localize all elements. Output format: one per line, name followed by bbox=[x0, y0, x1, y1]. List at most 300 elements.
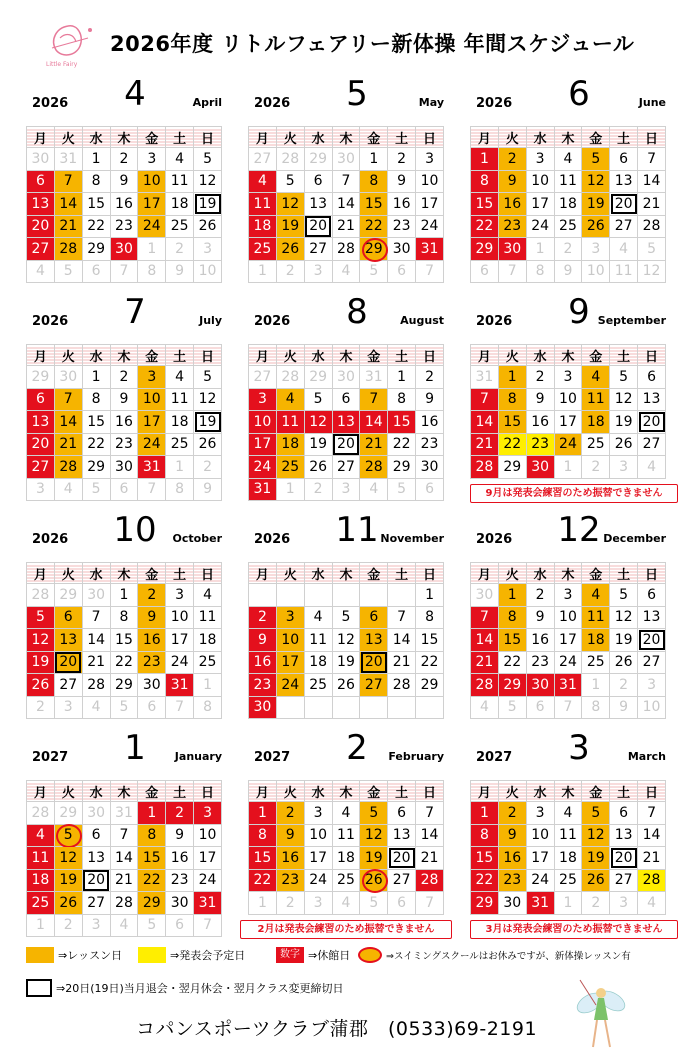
day-number: 30 bbox=[503, 894, 522, 911]
day-number: 28 bbox=[337, 240, 355, 257]
day-cell bbox=[166, 584, 194, 607]
week-row bbox=[249, 847, 444, 870]
day-cell bbox=[27, 433, 55, 456]
day-number: 9 bbox=[425, 391, 434, 408]
day-cell bbox=[360, 433, 388, 456]
day-cell bbox=[304, 366, 332, 389]
day-cell bbox=[416, 869, 444, 892]
weekday-header: 木 bbox=[110, 781, 138, 802]
recital-swatch bbox=[138, 947, 166, 963]
day-number: 7 bbox=[341, 173, 351, 190]
day-cell bbox=[249, 674, 277, 697]
weekday-header: 金 bbox=[582, 345, 610, 366]
day-cell bbox=[498, 892, 526, 915]
week-row bbox=[249, 674, 444, 697]
day-cell bbox=[82, 411, 110, 434]
day-number: 11 bbox=[559, 173, 577, 190]
day-number: 7 bbox=[147, 481, 157, 498]
week-row bbox=[471, 651, 666, 674]
day-number: 4 bbox=[203, 586, 212, 603]
day-number: 28 bbox=[420, 872, 439, 889]
week-row bbox=[249, 478, 444, 501]
day-number: 28 bbox=[59, 240, 78, 257]
day-number: 3 bbox=[257, 391, 267, 408]
week-row bbox=[27, 629, 222, 652]
week-row bbox=[471, 674, 666, 697]
day-number: 2 bbox=[119, 150, 129, 167]
day-number: 5 bbox=[397, 481, 407, 498]
day-number: 19 bbox=[614, 413, 633, 430]
day-cell bbox=[526, 802, 554, 825]
day-number: 19 bbox=[31, 654, 50, 671]
day-cell bbox=[554, 696, 582, 719]
day-cell bbox=[360, 238, 388, 261]
week-row bbox=[249, 629, 444, 652]
day-number: 5 bbox=[591, 804, 601, 821]
week-row bbox=[249, 696, 444, 719]
day-cell bbox=[54, 170, 82, 193]
day-cell bbox=[498, 869, 526, 892]
month-header bbox=[248, 728, 444, 780]
day-cell bbox=[388, 193, 416, 216]
day-cell bbox=[166, 696, 194, 719]
day-number: 8 bbox=[147, 827, 157, 844]
weekday-header: 木 bbox=[554, 127, 582, 148]
day-number: 29 bbox=[364, 240, 383, 257]
day-number: 30 bbox=[59, 368, 78, 385]
day-number: 3 bbox=[563, 586, 573, 603]
day-number: 28 bbox=[281, 150, 300, 167]
month-number: 7 bbox=[124, 292, 146, 332]
day-cell bbox=[582, 629, 610, 652]
weekday-header: 水 bbox=[82, 127, 110, 148]
month-header bbox=[470, 74, 666, 126]
day-cell bbox=[110, 606, 138, 629]
day-number: 13 bbox=[392, 827, 411, 844]
weekday-header: 火 bbox=[54, 127, 82, 148]
day-number: 30 bbox=[115, 240, 133, 257]
day-number: 24 bbox=[531, 872, 550, 889]
day-number: 17 bbox=[531, 195, 550, 212]
day-number: 18 bbox=[309, 654, 328, 671]
weekday-header: 月 bbox=[471, 563, 499, 584]
page-title: 2026年度 リトルフェアリー新体操 年間スケジュール bbox=[110, 32, 635, 56]
day-cell bbox=[82, 892, 110, 915]
month-7-calendar bbox=[26, 292, 222, 501]
day-cell bbox=[110, 892, 138, 915]
day-cell bbox=[416, 193, 444, 216]
svg-text:Little Fairy: Little Fairy bbox=[46, 61, 78, 68]
month-number: 4 bbox=[124, 74, 146, 114]
day-cell bbox=[138, 388, 166, 411]
day-cell bbox=[276, 696, 304, 719]
day-cell bbox=[82, 366, 110, 389]
day-number: 10 bbox=[198, 263, 217, 280]
day-number: 23 bbox=[115, 218, 133, 235]
day-number: 5 bbox=[203, 368, 212, 385]
day-cell bbox=[332, 388, 360, 411]
day-cell bbox=[249, 847, 277, 870]
day-cell bbox=[554, 824, 582, 847]
day-cell bbox=[388, 170, 416, 193]
day-cell bbox=[110, 260, 138, 283]
day-number: 2 bbox=[563, 240, 573, 257]
day-cell bbox=[304, 260, 332, 283]
legend-deadline bbox=[26, 979, 343, 997]
day-cell bbox=[82, 847, 110, 870]
month-year: 2026 bbox=[32, 314, 69, 329]
day-number: 19 bbox=[337, 654, 355, 671]
day-number: 8 bbox=[507, 391, 517, 408]
day-cell bbox=[388, 584, 416, 607]
day-cell bbox=[471, 869, 499, 892]
day-number: 1 bbox=[507, 586, 517, 603]
day-cell bbox=[388, 606, 416, 629]
day-number: 13 bbox=[614, 173, 633, 190]
day-cell bbox=[276, 170, 304, 193]
day-number: 10 bbox=[309, 827, 328, 844]
day-cell bbox=[638, 696, 666, 719]
day-number: 9 bbox=[257, 631, 267, 648]
day-number: 26 bbox=[586, 218, 605, 235]
day-cell bbox=[332, 869, 360, 892]
day-cell bbox=[110, 584, 138, 607]
day-number: 4 bbox=[285, 391, 295, 408]
week-row bbox=[471, 193, 666, 216]
calendar-grid bbox=[248, 562, 444, 719]
day-number: 12 bbox=[337, 631, 355, 648]
day-number: 25 bbox=[253, 240, 272, 257]
week-row bbox=[27, 824, 222, 847]
week-row bbox=[471, 847, 666, 870]
day-cell bbox=[304, 824, 332, 847]
day-cell bbox=[194, 914, 222, 937]
month-header bbox=[248, 74, 444, 126]
day-cell bbox=[582, 366, 610, 389]
month-4-calendar bbox=[26, 74, 222, 283]
day-cell bbox=[388, 388, 416, 411]
weekday-header: 火 bbox=[54, 781, 82, 802]
weekday-header: 土 bbox=[610, 127, 638, 148]
day-cell bbox=[194, 193, 222, 216]
day-cell bbox=[638, 148, 666, 171]
day-number: 1 bbox=[257, 894, 267, 911]
day-number: 23 bbox=[115, 436, 133, 453]
day-number: 30 bbox=[170, 894, 189, 911]
day-cell bbox=[638, 869, 666, 892]
day-number: 11 bbox=[559, 827, 577, 844]
month-number: 10 bbox=[113, 510, 157, 550]
day-cell bbox=[166, 215, 194, 238]
day-number: 19 bbox=[198, 413, 217, 430]
day-cell bbox=[360, 478, 388, 501]
day-cell bbox=[194, 170, 222, 193]
day-cell bbox=[471, 802, 499, 825]
day-cell bbox=[276, 651, 304, 674]
month-number: 9 bbox=[568, 292, 590, 332]
day-cell bbox=[304, 238, 332, 261]
day-number: 27 bbox=[614, 218, 633, 235]
day-cell bbox=[554, 892, 582, 915]
week-row bbox=[249, 170, 444, 193]
day-number: 20 bbox=[642, 413, 661, 430]
day-number: 6 bbox=[397, 263, 407, 280]
day-number: 29 bbox=[309, 368, 328, 385]
day-cell bbox=[416, 674, 444, 697]
day-number: 24 bbox=[253, 458, 272, 475]
weekday-header: 月 bbox=[249, 781, 277, 802]
day-number: 1 bbox=[479, 804, 489, 821]
day-number: 26 bbox=[364, 872, 383, 889]
day-cell bbox=[249, 869, 277, 892]
week-row bbox=[27, 802, 222, 825]
day-number: 6 bbox=[341, 391, 351, 408]
day-number: 29 bbox=[31, 368, 50, 385]
day-cell bbox=[166, 433, 194, 456]
day-cell bbox=[416, 584, 444, 607]
day-number: 15 bbox=[475, 195, 494, 212]
day-cell bbox=[166, 674, 194, 697]
day-cell bbox=[27, 847, 55, 870]
day-cell bbox=[194, 847, 222, 870]
day-cell bbox=[388, 674, 416, 697]
day-cell bbox=[27, 388, 55, 411]
day-number: 25 bbox=[337, 872, 355, 889]
day-cell bbox=[276, 366, 304, 389]
day-number: 2 bbox=[313, 481, 323, 498]
day-number: 25 bbox=[586, 654, 605, 671]
calendar-grid bbox=[248, 780, 444, 915]
day-cell bbox=[360, 215, 388, 238]
day-number: 26 bbox=[337, 676, 355, 693]
day-number: 27 bbox=[87, 894, 106, 911]
month-10-calendar bbox=[26, 510, 222, 719]
day-cell bbox=[388, 824, 416, 847]
day-cell bbox=[360, 584, 388, 607]
day-number: 23 bbox=[531, 436, 550, 453]
day-cell bbox=[110, 802, 138, 825]
day-cell bbox=[249, 260, 277, 283]
weekday-header: 日 bbox=[194, 345, 222, 366]
calendar-grid bbox=[26, 344, 222, 501]
day-number: 16 bbox=[115, 413, 133, 430]
day-number: 24 bbox=[198, 872, 217, 889]
day-number: 31 bbox=[531, 894, 550, 911]
weekday-header: 火 bbox=[498, 127, 526, 148]
day-number: 4 bbox=[175, 368, 185, 385]
swimming-ring-icon bbox=[362, 869, 388, 893]
month-year: 2027 bbox=[254, 750, 291, 765]
day-number: 6 bbox=[619, 150, 629, 167]
day-cell bbox=[416, 433, 444, 456]
day-number: 31 bbox=[142, 458, 161, 475]
day-number: 7 bbox=[563, 699, 573, 716]
day-number: 2 bbox=[535, 586, 545, 603]
day-cell bbox=[249, 388, 277, 411]
day-cell bbox=[166, 869, 194, 892]
day-number: 14 bbox=[642, 827, 661, 844]
day-number: 1 bbox=[175, 458, 185, 475]
day-cell bbox=[276, 478, 304, 501]
day-number: 28 bbox=[475, 676, 494, 693]
day-cell bbox=[138, 238, 166, 261]
day-cell bbox=[110, 696, 138, 719]
month-5-calendar bbox=[248, 74, 444, 283]
day-number: 1 bbox=[119, 586, 129, 603]
day-number: 4 bbox=[591, 368, 601, 385]
day-cell bbox=[638, 411, 666, 434]
day-number: 16 bbox=[420, 413, 439, 430]
day-number: 15 bbox=[142, 849, 161, 866]
day-number: 4 bbox=[563, 804, 573, 821]
weekday-header: 金 bbox=[360, 563, 388, 584]
day-cell bbox=[166, 478, 194, 501]
day-number: 20 bbox=[31, 436, 50, 453]
weekday-header: 金 bbox=[582, 781, 610, 802]
day-number: 11 bbox=[586, 391, 605, 408]
weekday-header: 月 bbox=[27, 345, 55, 366]
day-cell bbox=[194, 802, 222, 825]
weekday-header: 月 bbox=[249, 563, 277, 584]
day-number: 14 bbox=[420, 827, 439, 844]
day-cell bbox=[332, 674, 360, 697]
day-number: 6 bbox=[369, 609, 379, 626]
day-cell bbox=[249, 824, 277, 847]
day-cell bbox=[166, 411, 194, 434]
day-cell bbox=[54, 892, 82, 915]
day-cell bbox=[554, 411, 582, 434]
day-cell bbox=[471, 696, 499, 719]
day-number: 17 bbox=[142, 195, 161, 212]
day-cell bbox=[498, 629, 526, 652]
week-row bbox=[27, 215, 222, 238]
day-number: 5 bbox=[285, 173, 295, 190]
day-cell bbox=[82, 260, 110, 283]
week-row bbox=[249, 260, 444, 283]
day-number: 8 bbox=[91, 391, 101, 408]
day-cell bbox=[304, 847, 332, 870]
day-number: 10 bbox=[253, 413, 272, 430]
day-cell bbox=[388, 869, 416, 892]
day-cell bbox=[27, 606, 55, 629]
day-number: 18 bbox=[31, 872, 50, 889]
month-year: 2026 bbox=[254, 96, 291, 111]
day-cell bbox=[360, 629, 388, 652]
weekday-header: 土 bbox=[388, 563, 416, 584]
day-number: 12 bbox=[281, 195, 300, 212]
day-cell bbox=[82, 914, 110, 937]
day-number: 18 bbox=[170, 413, 189, 430]
day-number: 18 bbox=[198, 631, 217, 648]
day-number: 13 bbox=[87, 849, 106, 866]
day-cell bbox=[304, 651, 332, 674]
day-number: 9 bbox=[507, 173, 517, 190]
day-cell bbox=[54, 584, 82, 607]
day-number: 12 bbox=[198, 391, 217, 408]
day-number: 15 bbox=[420, 631, 439, 648]
weekday-header: 日 bbox=[638, 781, 666, 802]
day-number: 18 bbox=[337, 849, 355, 866]
day-cell bbox=[332, 170, 360, 193]
week-row bbox=[27, 869, 222, 892]
day-cell bbox=[304, 170, 332, 193]
day-number: 5 bbox=[63, 827, 73, 844]
week-row bbox=[471, 238, 666, 261]
day-cell bbox=[360, 456, 388, 479]
month-year: 2026 bbox=[254, 532, 291, 547]
day-cell bbox=[249, 629, 277, 652]
day-number: 30 bbox=[503, 240, 522, 257]
day-number: 13 bbox=[642, 609, 661, 626]
week-row bbox=[27, 193, 222, 216]
day-cell bbox=[82, 629, 110, 652]
day-cell bbox=[276, 584, 304, 607]
month-header bbox=[26, 74, 222, 126]
day-number: 31 bbox=[253, 481, 272, 498]
day-number: 1 bbox=[257, 804, 267, 821]
day-cell bbox=[554, 651, 582, 674]
day-number: 18 bbox=[170, 195, 189, 212]
day-cell bbox=[388, 215, 416, 238]
day-cell bbox=[360, 802, 388, 825]
day-number: 13 bbox=[642, 391, 661, 408]
day-number: 12 bbox=[614, 609, 633, 626]
day-cell bbox=[276, 824, 304, 847]
day-cell bbox=[276, 215, 304, 238]
day-number: 13 bbox=[31, 195, 50, 212]
month-name: March bbox=[627, 750, 666, 763]
day-cell bbox=[610, 802, 638, 825]
day-cell bbox=[638, 847, 666, 870]
day-cell bbox=[304, 802, 332, 825]
day-number: 1 bbox=[507, 368, 517, 385]
month-2-calendar bbox=[248, 728, 444, 915]
day-number: 7 bbox=[647, 804, 656, 821]
day-number: 10 bbox=[586, 263, 605, 280]
day-number: 2 bbox=[175, 240, 185, 257]
day-cell bbox=[138, 170, 166, 193]
day-number: 13 bbox=[614, 827, 633, 844]
day-cell bbox=[304, 892, 332, 915]
weekday-header: 月 bbox=[471, 345, 499, 366]
day-cell bbox=[110, 238, 138, 261]
calendar-grid bbox=[470, 344, 666, 479]
legend-recital bbox=[138, 947, 245, 963]
day-cell bbox=[27, 802, 55, 825]
day-number: 9 bbox=[175, 827, 185, 844]
day-cell bbox=[194, 869, 222, 892]
day-cell bbox=[554, 629, 582, 652]
day-cell bbox=[249, 411, 277, 434]
legend-closed bbox=[276, 947, 350, 963]
day-cell bbox=[610, 148, 638, 171]
day-cell bbox=[54, 215, 82, 238]
day-number: 31 bbox=[198, 894, 217, 911]
day-cell bbox=[360, 411, 388, 434]
day-cell bbox=[166, 170, 194, 193]
weekday-header: 日 bbox=[416, 563, 444, 584]
day-cell bbox=[110, 411, 138, 434]
day-number: 10 bbox=[642, 699, 661, 716]
day-cell bbox=[638, 193, 666, 216]
day-number: 20 bbox=[364, 654, 383, 671]
month-3-calendar bbox=[470, 728, 666, 915]
day-number: 14 bbox=[337, 195, 355, 212]
day-cell bbox=[276, 869, 304, 892]
day-cell bbox=[138, 260, 166, 283]
month-year: 2027 bbox=[476, 750, 513, 765]
day-cell bbox=[304, 433, 332, 456]
